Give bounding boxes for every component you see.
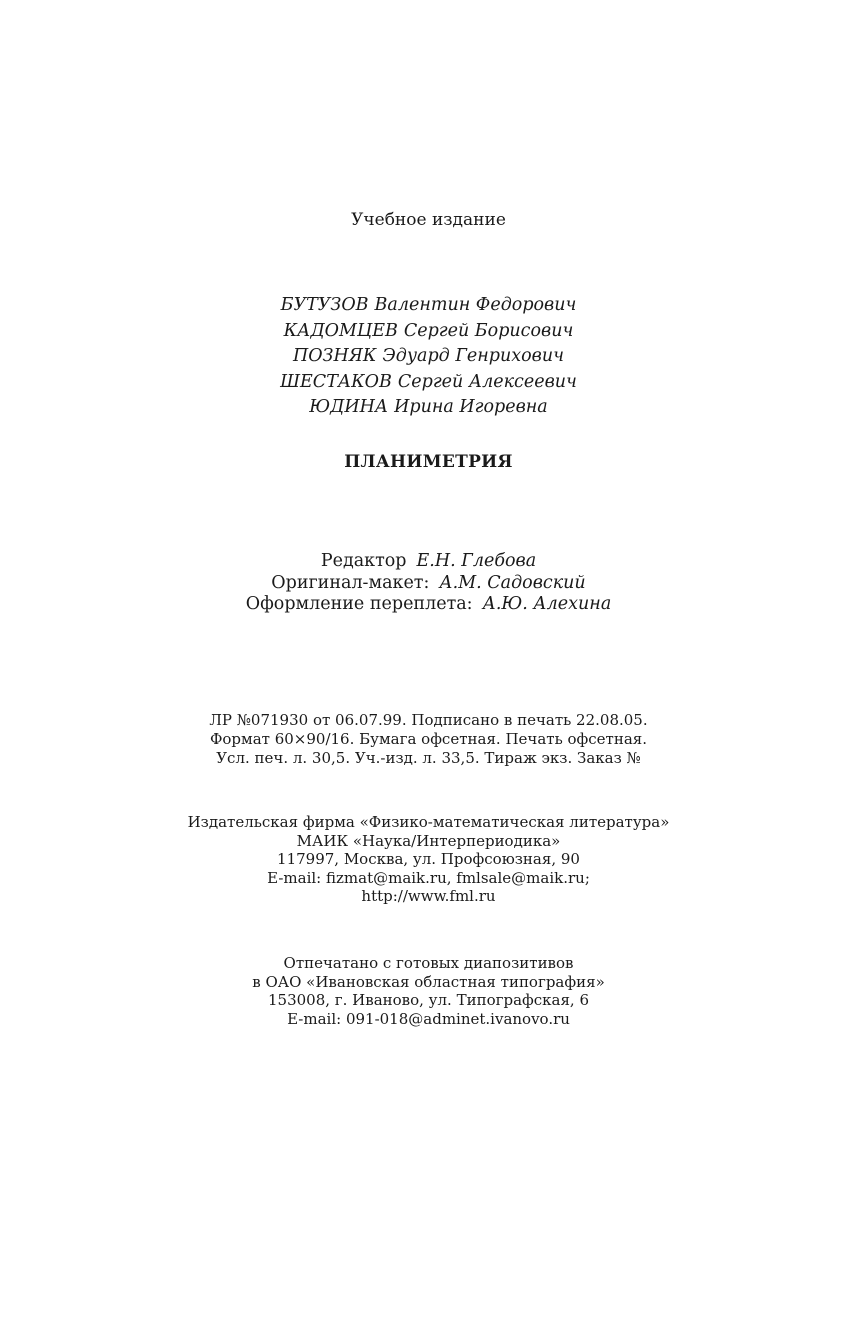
author-surname: КАДОМЦЕВ: [283, 320, 398, 341]
author-given-name: Сергей Борисович: [403, 320, 574, 341]
printer-line: в ОАО «Ивановская областная типография»: [252, 972, 605, 991]
publisher-line: 117997, Москва, ул. Профсоюзная, 90: [277, 850, 580, 868]
author-given-name: Валентин Федорович: [374, 295, 577, 315]
publisher-line: Издательская фирма «Физико-математическая литература»: [187, 813, 670, 831]
publisher-website: http://www.fml.ru: [361, 887, 496, 905]
author-given-name: Сергей Алексеевич: [397, 371, 577, 392]
book-title: [0, 452, 857, 472]
author-line: [0, 395, 857, 421]
author-line: [0, 319, 857, 345]
edition-type: [0, 210, 857, 230]
author-surname: ЮДИНА: [309, 397, 389, 417]
credit-role: Оформление переплета:: [245, 594, 473, 614]
edition-type-text: Учебное издание: [351, 210, 506, 230]
publisher-block: [0, 813, 857, 906]
credit-line: [0, 551, 857, 573]
credit-line: [0, 594, 857, 616]
book-title-text: ПЛАНИМЕТРИЯ: [344, 452, 513, 472]
credit-person: А.Ю. Алехина: [482, 594, 612, 614]
imprint-line: Усл. печ. л. 30,5. Уч.-изд. л. 33,5. Тираж экз. Заказ №: [216, 749, 641, 767]
credit-person: А.М. Садовский: [439, 572, 586, 593]
author-surname: ПОЗНЯК: [292, 346, 377, 366]
author-given-name: Эдуард Генрихович: [382, 346, 565, 366]
credit-line: [0, 573, 857, 595]
imprint-block: [0, 711, 857, 768]
author-line: [0, 344, 857, 370]
credit-role: Оригинал-макет:: [271, 572, 430, 593]
authors-list: [0, 293, 857, 421]
credits-list: [0, 551, 857, 616]
credit-role: Редактор: [320, 551, 407, 571]
credit-person: Е.Н. Глебова: [416, 551, 537, 571]
printer-block: [0, 954, 857, 1028]
printer-line: 153008, г. Иваново, ул. Типографская, 6: [267, 991, 590, 1009]
publisher-line: МАИК «Наука/Интерпериодика»: [296, 831, 561, 850]
printer-line: Отпечатано с готовых диапозитивов: [283, 954, 574, 972]
author-line: [0, 370, 857, 396]
author-surname: ШЕСТАКОВ: [280, 371, 392, 392]
imprint-line: ЛР №071930 от 06.07.99. Подписано в печать 22.08.05.: [209, 711, 648, 729]
publisher-email: E-mail: fizmat@maik.ru, fmlsale@maik.ru;: [267, 868, 590, 887]
author-given-name: Ирина Игоревна: [394, 397, 548, 417]
author-surname: БУТУЗОВ: [280, 295, 369, 315]
author-line: [0, 293, 857, 319]
printer-email: E-mail: 091-018@adminet.ivanovo.ru: [287, 1009, 570, 1028]
imprint-line: Формат 60×90/16. Бумага офсетная. Печать офсетная.: [209, 730, 648, 748]
